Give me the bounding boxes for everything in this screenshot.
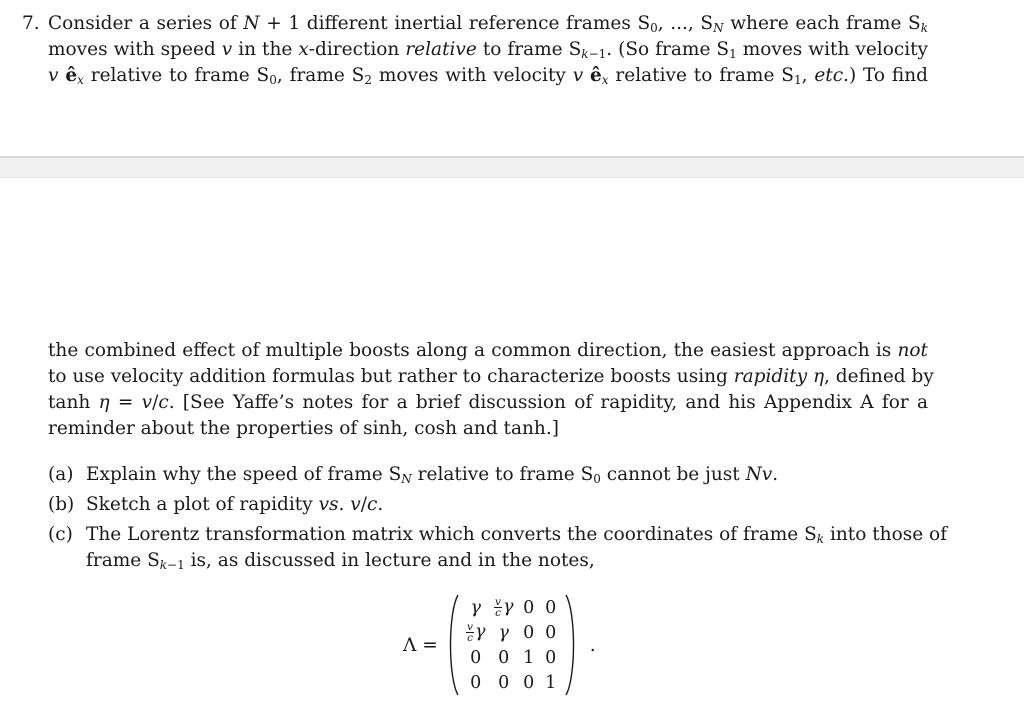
intro-line-3: v $ê_x$ relative to frame $S_0$, frame $S_2$ moves with velocity v $ê_x$ relative to frame $S_1$, etc.) To find [48, 65, 928, 87]
matrix-cell: 0 [523, 672, 535, 693]
matrix-cell: 1 [523, 647, 535, 668]
left-paren [446, 593, 460, 697]
matrix-cell: 0 [470, 647, 482, 668]
matrix-terminator: . [589, 634, 596, 656]
matrix-cell: γ [470, 597, 481, 618]
right-paren [564, 593, 578, 697]
part-label: (c) [48, 524, 73, 545]
intro-line-1: Consider a series of N + 1 different inertial reference frames $S_0$, ..., $S_N$ where each frame $S_k$ [48, 13, 928, 35]
matrix-cell: 0 [545, 647, 557, 668]
lorentz-matrix [462, 595, 562, 695]
matrix-cell: 0 [470, 672, 482, 693]
problem-intro [48, 11, 928, 89]
part-c [48, 522, 948, 574]
part-c-text-line-2: frame $S_{k-1}$ is, as discussed in lecture and in the notes, [86, 550, 595, 572]
matrix-lhs: Λ = [403, 634, 438, 656]
matrix-cell: γ [498, 622, 509, 643]
part-b-text: Sketch a plot of rapidity vs. v/c. [86, 494, 384, 515]
continuation-line-1: the combined effect of multiple boosts along a common direction, the easiest approach is not [48, 340, 928, 361]
matrix-cell: 0 [498, 647, 510, 668]
matrix-cell: 0 [523, 597, 535, 618]
part-a-text: Explain why the speed of frame $S_N$ relative to frame $S_0$ cannot be just Nv. [86, 464, 779, 486]
part-a [48, 462, 928, 488]
problem-number: 7. [22, 13, 40, 34]
continuation-line-3: tanh η = v/c. [See Yaffe’s notes for a brief discussion of rapidity, and his Appendix A for a [48, 392, 928, 413]
part-b [48, 492, 928, 518]
continuation-line-2: to use velocity addition formulas but rather to characterize boosts using rapidity η, defined by [48, 366, 934, 387]
matrix-cell: 0 [523, 622, 535, 643]
part-label: (b) [48, 494, 75, 515]
matrix-cell: 0 [545, 597, 557, 618]
matrix-cell: $\frac{v}{c}$ γ [495, 596, 514, 619]
continuation-line-4: reminder about the properties of sinh, cosh and tanh.] [48, 418, 559, 439]
matrix-cell: 0 [498, 672, 510, 693]
part-c-text-line-1: The Lorentz transformation matrix which converts the coordinates of frame $S_k$ into those of [86, 524, 948, 546]
intro-line-2: moves with speed v in the x-direction relative to frame $S_{k-1}$. (So frame $S_1$ moves with velocity [48, 39, 929, 61]
matrix-cell: 1 [545, 672, 557, 693]
problem-continuation [48, 338, 934, 442]
lorentz-matrix-equation [403, 590, 596, 700]
page-gap-divider [0, 156, 1024, 178]
problem-parts [48, 462, 948, 578]
matrix-cell: 0 [545, 622, 557, 643]
matrix-cell: $\frac{v}{c}$ γ [467, 621, 486, 644]
part-label: (a) [48, 464, 74, 485]
